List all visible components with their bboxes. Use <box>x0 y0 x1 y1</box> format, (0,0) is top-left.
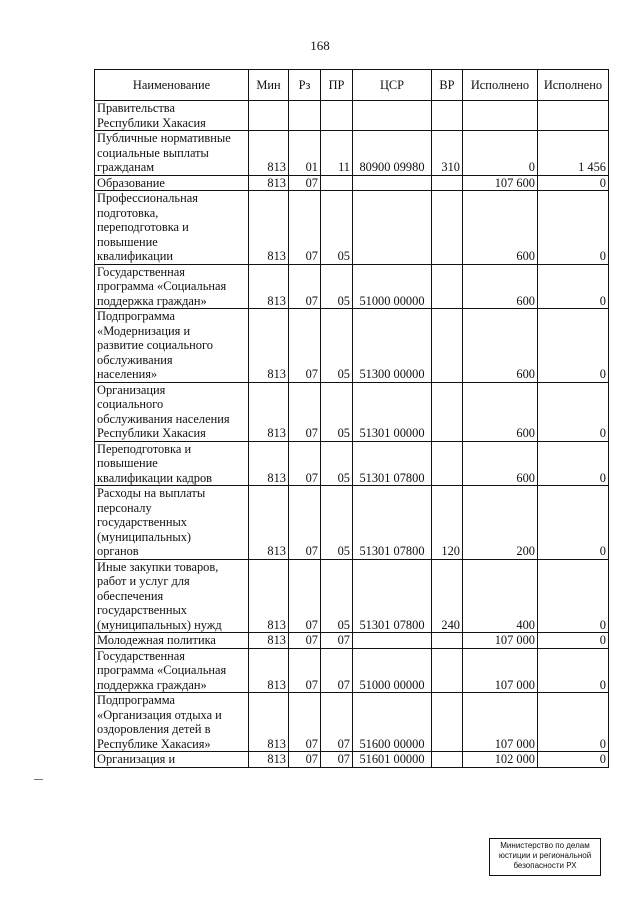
subsection-code-cell: 05 <box>321 559 353 633</box>
table-header-row <box>95 70 609 101</box>
header-min: Мин <box>249 70 289 101</box>
ministry-code-cell: 813 <box>249 309 289 383</box>
target-article-cell <box>353 101 432 131</box>
ministry-code-cell: 813 <box>249 382 289 441</box>
executed-1-cell: 600 <box>463 309 538 383</box>
target-article-cell: 51301 07800 <box>353 486 432 560</box>
table-row <box>95 175 609 191</box>
name-cell: Организация социального обслуживания населения Республики Хакасия <box>95 382 249 441</box>
expense-type-cell: 240 <box>432 559 463 633</box>
target-article-cell <box>353 191 432 265</box>
executed-2-cell: 0 <box>538 693 609 752</box>
name-cell: Расходы на выплаты персоналу государственных (муниципальных) органов <box>95 486 249 560</box>
margin-mark <box>34 779 43 780</box>
table-row <box>95 264 609 309</box>
subsection-code-cell: 07 <box>321 648 353 693</box>
ministry-code-cell: 813 <box>249 264 289 309</box>
expense-type-cell <box>432 648 463 693</box>
budget-table <box>94 69 609 768</box>
ministry-code-cell: 813 <box>249 693 289 752</box>
executed-1-cell: 107 000 <box>463 693 538 752</box>
subsection-code-cell: 05 <box>321 309 353 383</box>
name-cell: Государственная программа «Социальная поддержка граждан» <box>95 648 249 693</box>
section-code-cell <box>289 101 321 131</box>
table-body <box>95 101 609 768</box>
table-row <box>95 441 609 486</box>
section-code-cell: 07 <box>289 633 321 649</box>
target-article-cell: 51300 00000 <box>353 309 432 383</box>
expense-type-cell <box>432 175 463 191</box>
executed-2-cell: 0 <box>538 752 609 768</box>
header-vr: ВР <box>432 70 463 101</box>
table-row <box>95 309 609 383</box>
subsection-code-cell: 11 <box>321 131 353 176</box>
header-name: Наименование <box>95 70 249 101</box>
section-code-cell: 07 <box>289 191 321 265</box>
executed-1-cell: 400 <box>463 559 538 633</box>
ministry-code-cell: 813 <box>249 486 289 560</box>
name-cell: Подпрограмма «Организация отдыха и оздоровления детей в Республике Хакасия» <box>95 693 249 752</box>
executed-2-cell: 0 <box>538 309 609 383</box>
ministry-code-cell: 813 <box>249 191 289 265</box>
table-row <box>95 382 609 441</box>
header-executed-2: Исполнено <box>538 70 609 101</box>
header-executed-1: Исполнено <box>463 70 538 101</box>
target-article-cell: 51600 00000 <box>353 693 432 752</box>
section-code-cell: 07 <box>289 441 321 486</box>
subsection-code-cell: 05 <box>321 264 353 309</box>
expense-type-cell <box>432 441 463 486</box>
ministry-code-cell: 813 <box>249 633 289 649</box>
subsection-code-cell <box>321 101 353 131</box>
executed-2-cell: 0 <box>538 486 609 560</box>
header-pr: ПР <box>321 70 353 101</box>
section-code-cell: 07 <box>289 486 321 560</box>
expense-type-cell: 310 <box>432 131 463 176</box>
ministry-code-cell <box>249 101 289 131</box>
target-article-cell: 51000 00000 <box>353 264 432 309</box>
executed-1-cell: 200 <box>463 486 538 560</box>
target-article-cell: 51301 07800 <box>353 559 432 633</box>
section-code-cell: 07 <box>289 309 321 383</box>
subsection-code-cell: 05 <box>321 486 353 560</box>
section-code-cell: 07 <box>289 264 321 309</box>
ministry-code-cell: 813 <box>249 131 289 176</box>
name-cell: Молодежная политика <box>95 633 249 649</box>
target-article-cell: 51601 00000 <box>353 752 432 768</box>
header-csr: ЦСР <box>353 70 432 101</box>
target-article-cell: 51301 07800 <box>353 441 432 486</box>
executed-2-cell: 0 <box>538 175 609 191</box>
name-cell: Иные закупки товаров, работ и услуг для обеспечения государственных (муниципальных) нужд <box>95 559 249 633</box>
subsection-code-cell: 05 <box>321 191 353 265</box>
name-cell: Образование <box>95 175 249 191</box>
expense-type-cell: 120 <box>432 486 463 560</box>
table-row <box>95 101 609 131</box>
section-code-cell: 01 <box>289 131 321 176</box>
ministry-code-cell: 813 <box>249 175 289 191</box>
name-cell: Правительства Республики Хакасия <box>95 101 249 131</box>
ministry-stamp: Министерство по делам юстиции и региональной безопасности РХ <box>489 838 601 876</box>
executed-1-cell: 600 <box>463 441 538 486</box>
section-code-cell: 07 <box>289 382 321 441</box>
name-cell: Профессиональная подготовка, переподготовка и повышение квалификации <box>95 191 249 265</box>
executed-2-cell: 0 <box>538 264 609 309</box>
expense-type-cell <box>432 191 463 265</box>
executed-1-cell: 107 000 <box>463 633 538 649</box>
executed-2-cell: 0 <box>538 441 609 486</box>
subsection-code-cell: 07 <box>321 693 353 752</box>
section-code-cell: 07 <box>289 648 321 693</box>
table-row <box>95 752 609 768</box>
table-row <box>95 559 609 633</box>
executed-1-cell: 0 <box>463 131 538 176</box>
section-code-cell: 07 <box>289 175 321 191</box>
ministry-code-cell: 813 <box>249 752 289 768</box>
expense-type-cell <box>432 101 463 131</box>
name-cell: Переподготовка и повышение квалификации кадров <box>95 441 249 486</box>
subsection-code-cell: 05 <box>321 382 353 441</box>
table-row <box>95 131 609 176</box>
name-cell: Государственная программа «Социальная поддержка граждан» <box>95 264 249 309</box>
executed-1-cell: 102 000 <box>463 752 538 768</box>
target-article-cell <box>353 633 432 649</box>
section-code-cell: 07 <box>289 693 321 752</box>
executed-1-cell: 600 <box>463 191 538 265</box>
expense-type-cell <box>432 309 463 383</box>
subsection-code-cell: 05 <box>321 441 353 486</box>
executed-2-cell: 0 <box>538 648 609 693</box>
section-code-cell: 07 <box>289 752 321 768</box>
section-code-cell: 07 <box>289 559 321 633</box>
executed-1-cell: 600 <box>463 264 538 309</box>
executed-2-cell: 0 <box>538 382 609 441</box>
expense-type-cell <box>432 382 463 441</box>
name-cell: Публичные нормативные социальные выплаты гражданам <box>95 131 249 176</box>
table-row <box>95 693 609 752</box>
expense-type-cell <box>432 264 463 309</box>
header-rz: Рз <box>289 70 321 101</box>
expense-type-cell <box>432 693 463 752</box>
executed-2-cell <box>538 101 609 131</box>
executed-1-cell: 107 600 <box>463 175 538 191</box>
ministry-code-cell: 813 <box>249 648 289 693</box>
table-row <box>95 486 609 560</box>
name-cell: Подпрограмма «Модернизация и развитие социального обслуживания населения» <box>95 309 249 383</box>
target-article-cell: 51000 00000 <box>353 648 432 693</box>
table-row <box>95 648 609 693</box>
table-row <box>95 191 609 265</box>
target-article-cell <box>353 175 432 191</box>
executed-2-cell: 0 <box>538 191 609 265</box>
name-cell: Организация и <box>95 752 249 768</box>
subsection-code-cell: 07 <box>321 752 353 768</box>
expense-type-cell <box>432 633 463 649</box>
ministry-code-cell: 813 <box>249 441 289 486</box>
expense-type-cell <box>432 752 463 768</box>
target-article-cell: 51301 00000 <box>353 382 432 441</box>
table-row <box>95 633 609 649</box>
target-article-cell: 80900 09980 <box>353 131 432 176</box>
executed-1-cell: 107 000 <box>463 648 538 693</box>
subsection-code-cell: 07 <box>321 633 353 649</box>
executed-2-cell: 0 <box>538 633 609 649</box>
executed-1-cell <box>463 101 538 131</box>
page-number: 168 <box>310 38 330 53</box>
executed-1-cell: 600 <box>463 382 538 441</box>
ministry-code-cell: 813 <box>249 559 289 633</box>
executed-2-cell: 1 456 <box>538 131 609 176</box>
subsection-code-cell <box>321 175 353 191</box>
executed-2-cell: 0 <box>538 559 609 633</box>
